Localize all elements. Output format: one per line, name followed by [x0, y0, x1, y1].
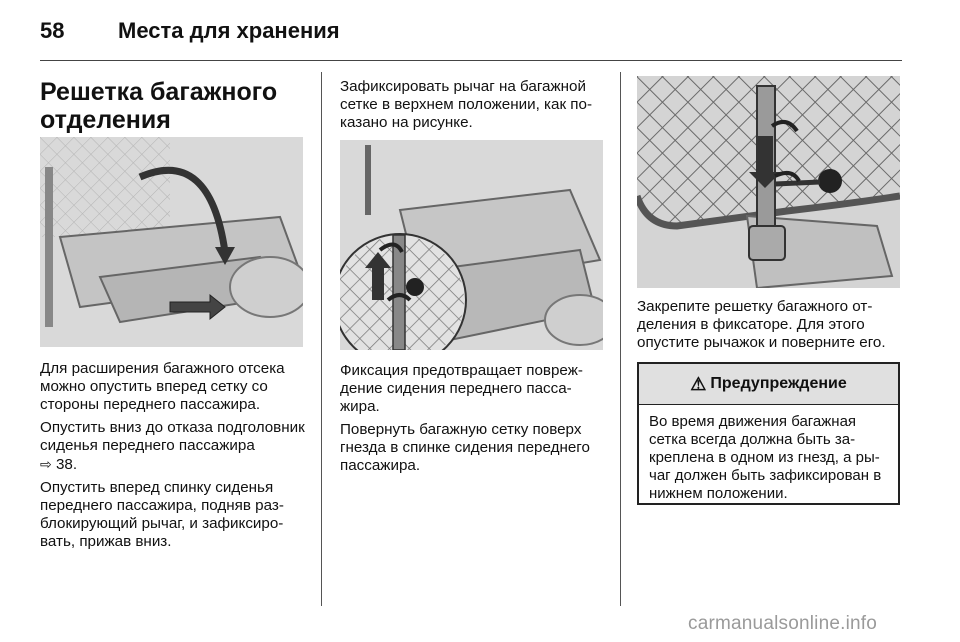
section-title — [40, 78, 306, 134]
arrow-ref-icon: ⇨ — [40, 456, 52, 472]
warning-box — [637, 362, 900, 505]
warning-text: Во время движения багажная сетка всегда должна быть закреплена в одном из гнезд, а рычаг должен быть зафиксирован в нижнем положении. — [649, 413, 882, 502]
figure-grille-latch — [637, 76, 900, 288]
paragraph: Зафиксировать рычаг на багажной сетке в верхнем положении, как показано на рисунке. — [340, 78, 593, 131]
figure-seat-folding — [40, 137, 303, 347]
paragraph: Опустить вперед спинку сиденья переднего пассажира, подняв разблокирующий рычаг, и зафиксировать, прижав вниз. — [40, 479, 284, 550]
page-reference[interactable]: 38. — [55, 456, 78, 473]
col2-text-top — [340, 78, 606, 132]
col3-text — [637, 298, 903, 352]
watermark: carmanualsonline.info — [688, 613, 878, 634]
paragraph: Повернуть багажную сетку поверх гнезда в спинке сидения переднего пассажира. — [340, 421, 590, 474]
page-number: 58 — [40, 18, 65, 43]
paragraph-text: Опустить вниз до отказа подголовник сиденья переднего пассажира — [40, 419, 305, 454]
paragraph: Для расширения багажного отсека можно опустить вперед сетку со стороны переднего пассажира. — [40, 360, 285, 413]
col2-text-bottom — [340, 362, 606, 475]
figure-lever-lock — [340, 140, 603, 350]
section-title-line-1: Решетка багажного — [40, 78, 278, 106]
warning-header — [639, 364, 898, 405]
section-title-line-2: отделения — [40, 106, 171, 134]
warning-triangle-icon: ⚠ — [690, 373, 707, 394]
col1-text — [40, 360, 306, 551]
header-rule — [40, 60, 902, 61]
warning-title: Предупреждение — [710, 375, 847, 392]
paragraph: Закрепите решетку багажного отделения в фиксаторе. Для этого опустите рычажок и поверните его. — [637, 298, 886, 351]
column-divider — [321, 72, 322, 606]
page-header — [40, 16, 900, 58]
column-1 — [40, 72, 306, 134]
chapter-title: Места для хранения — [118, 18, 340, 43]
paragraph — [40, 419, 306, 474]
paragraph: Фиксация предотвращает повреждение сидения переднего пассажира. — [340, 362, 583, 415]
column-divider — [620, 72, 621, 606]
